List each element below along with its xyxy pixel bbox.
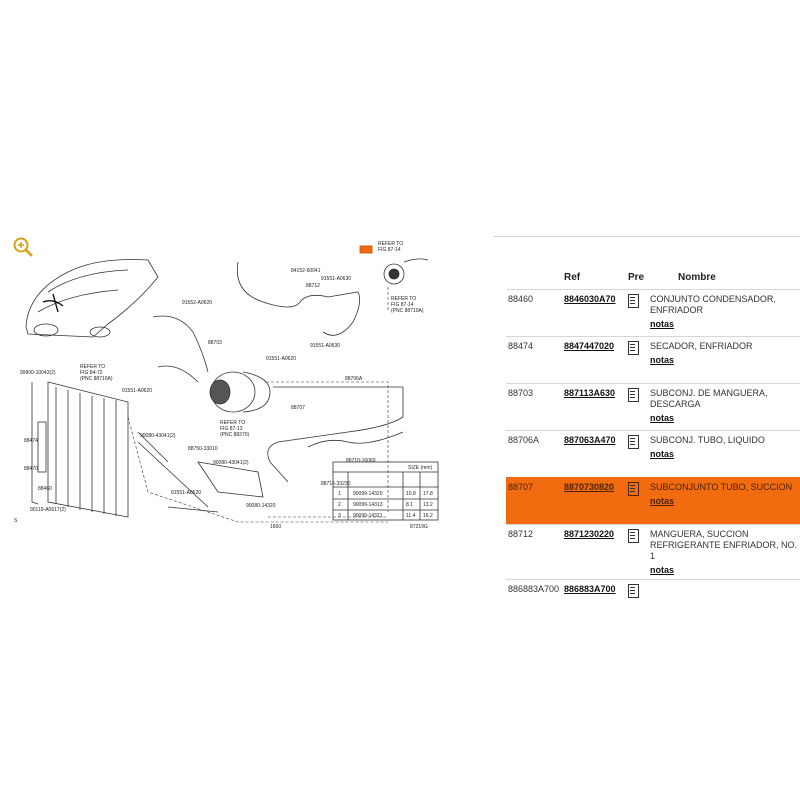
label-90080b: 90080-43041(2): [213, 460, 249, 466]
size-row-1-a: 10.8: [406, 491, 416, 497]
size-row-3-a: 11.4: [406, 513, 416, 519]
parts-list-panel: [494, 236, 800, 594]
parts-table-header: [506, 266, 800, 290]
price-document-icon[interactable]: [628, 388, 639, 402]
table-row[interactable]: [506, 525, 800, 580]
label-99900: 99900-10043(2): [20, 370, 56, 376]
table-row[interactable]: [506, 580, 800, 605]
header-ref: Ref: [564, 272, 581, 283]
label-refer-mid: REFER TO: [220, 420, 246, 426]
label-refer-top-fig: FIG 87-14: [378, 247, 401, 253]
parts-table: [506, 266, 800, 604]
condenser-drawing: [32, 382, 128, 517]
label-91551-d: 91551-A0620: [122, 388, 153, 394]
label-s: S: [14, 518, 18, 524]
part-name: CONJUNTO CONDENSADOR, ENFRIADOR: [650, 294, 776, 315]
size-table: [333, 462, 438, 520]
notas-link[interactable]: notas: [650, 319, 675, 329]
row-num: 88460: [506, 290, 562, 337]
header-pre: Pre: [628, 272, 645, 283]
table-row[interactable]: [506, 431, 800, 478]
label-91551-a: 91551-A0630: [321, 276, 352, 282]
part-ref-link[interactable]: 887063A470: [564, 435, 616, 445]
label-88706a: 88706A: [345, 376, 363, 382]
size-row-2-code: 90099-14313: [353, 502, 383, 508]
table-row[interactable]: [506, 384, 800, 431]
size-row-3-code: 90099-14321: [353, 513, 383, 519]
table-row[interactable]: [506, 337, 800, 384]
label-refer-top-2: REFER TO: [391, 296, 417, 302]
part-ref-link[interactable]: 886883A700: [564, 584, 616, 594]
highlight-marker: [360, 246, 372, 253]
size-row-3-n: 3: [338, 513, 341, 519]
label-88710: 88710-16060: [346, 458, 376, 464]
label-refer-top-fig-2: FIG 87-14: [391, 302, 414, 308]
clutch-drawing: [384, 259, 428, 284]
part-ref-link[interactable]: 887113A630: [564, 388, 616, 398]
label-88716: 88716-33230: [321, 481, 351, 487]
parts-diagram: [8, 232, 486, 572]
label-91551-b: 91551-A0630: [310, 343, 341, 349]
label-88707: 88707: [291, 405, 305, 411]
label-90119: 90119-A0617(2): [30, 507, 66, 513]
part-ref-link[interactable]: 8846030A70: [564, 294, 616, 304]
label-91552: 91552-A0620: [182, 300, 213, 306]
label-refer-left-fig: FIG 84-72: [80, 370, 103, 376]
part-ref-link[interactable]: 8847447020: [564, 341, 615, 351]
part-name: SUBCONJ. TUBO, LIQUIDO: [650, 435, 765, 445]
size-row-1-b: 17.8: [423, 491, 433, 497]
price-document-icon[interactable]: [628, 584, 639, 598]
label-dim: 1600: [270, 524, 282, 530]
row-num: 88474: [506, 337, 562, 384]
label-refer-left-code: (PNC 88710A): [80, 376, 113, 382]
part-ref-link[interactable]: 8871230220: [564, 529, 615, 539]
price-document-icon[interactable]: [628, 529, 639, 543]
price-document-icon[interactable]: [628, 482, 639, 496]
zoom-in-button[interactable]: [12, 236, 34, 258]
row-num: 886883A700: [506, 580, 562, 605]
header-nombre: Nombre: [678, 272, 716, 283]
label-90080c: 90080-14320: [246, 503, 276, 509]
part-name: SUBCONJUNTO TUBO, SUCCION: [650, 482, 793, 492]
panel-divider: [494, 236, 800, 237]
part-name: SUBCONJ. DE MANGUERA, DESCARGA: [650, 388, 768, 409]
size-row-3-b: 16.2: [423, 513, 433, 519]
row-num: 88703: [506, 384, 562, 431]
notas-link[interactable]: notas: [650, 496, 675, 506]
label-88474: 88474: [24, 438, 38, 444]
label-91551-c: 91551-A0620: [266, 356, 297, 362]
label-88460: 88460: [38, 486, 52, 492]
compressor-drawing: [210, 372, 270, 412]
label-88712: 88712: [306, 283, 320, 289]
notas-link[interactable]: notas: [650, 449, 675, 459]
price-document-icon[interactable]: [628, 294, 639, 308]
notas-link[interactable]: notas: [650, 355, 675, 365]
label-84152: 84152-60041: [291, 268, 321, 274]
part-ref-link[interactable]: 8870730820: [564, 482, 615, 492]
table-row[interactable]: [506, 290, 800, 337]
row-num: 88707: [506, 478, 562, 525]
label-refer-mid-code: (PNC 88370): [220, 432, 250, 438]
label-refer-left: REFER TO: [80, 364, 106, 370]
label-refer-mid-fig: FIG 87-13: [220, 426, 243, 432]
vehicle-illustration: [26, 260, 158, 338]
size-row-2-n: 2: [338, 502, 341, 508]
part-name: SECADOR, ENFRIADOR: [650, 341, 753, 351]
size-table-title: SIZE (mm): [408, 465, 433, 471]
size-row-1-n: 1: [338, 491, 341, 497]
row-num: 88706A: [506, 431, 562, 478]
notas-link[interactable]: notas: [650, 565, 675, 575]
size-row-1-code: 90099-14320: [353, 491, 383, 497]
label-figure-ref: 87219G: [410, 524, 428, 530]
header-num: [506, 266, 562, 290]
row-num: 88712: [506, 525, 562, 580]
label-refer-top: REFER TO: [378, 241, 404, 247]
hose-lines: [138, 262, 403, 512]
label-88750: 88750-33010: [188, 446, 218, 452]
price-document-icon[interactable]: [628, 435, 639, 449]
magnifier-plus-icon: [12, 236, 34, 258]
price-document-icon[interactable]: [628, 341, 639, 355]
notas-link[interactable]: notas: [650, 413, 675, 423]
table-row-selected[interactable]: [506, 478, 800, 525]
label-refer-top-code: (PNC 88710A): [391, 308, 424, 314]
label-91551-e: 91551-A0620: [171, 490, 202, 496]
size-row-2-a: 8.1: [406, 502, 413, 508]
label-88703: 88703: [208, 340, 222, 346]
label-88470: 88470: [24, 466, 38, 472]
size-row-2-b: 13.2: [423, 502, 433, 508]
part-name: MANGUERA, SUCCION REFRIGERANTE ENFRIADOR, NO. 1: [650, 529, 798, 561]
label-90080: 90080-43041(2): [140, 433, 176, 439]
